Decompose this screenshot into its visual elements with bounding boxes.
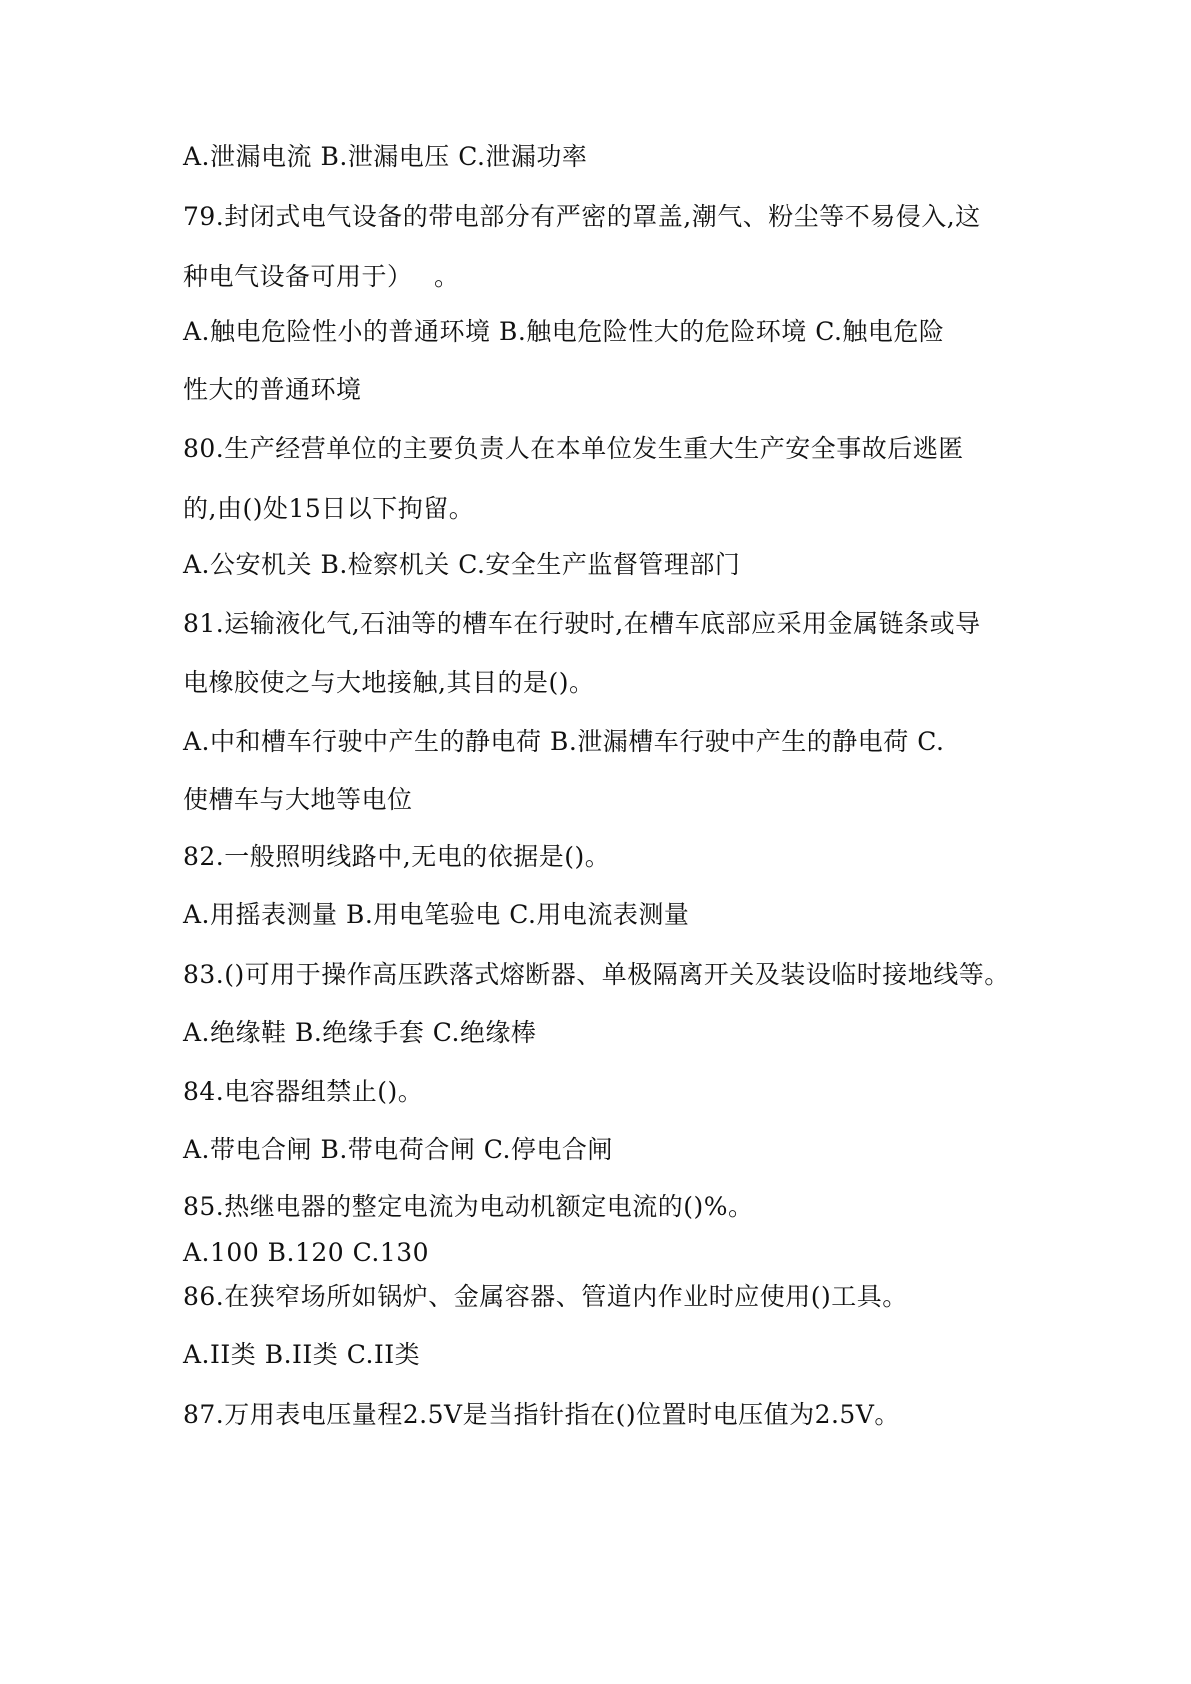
answer-options-81-line-1: A.中和槽车行驶中产生的静电荷 B.泄漏槽车行驶中产生的静电荷 C. bbox=[183, 727, 945, 756]
answer-options-78: A.泄漏电流 B.泄漏电压 C.泄漏功率 bbox=[183, 142, 588, 171]
answer-options-83: A.绝缘鞋 B.绝缘手套 C.绝缘棒 bbox=[183, 1018, 537, 1047]
question-84: 84.电容器组禁止()。 bbox=[183, 1077, 424, 1106]
answer-options-80: A.公安机关 B.检察机关 C.安全生产监督管理部门 bbox=[183, 550, 741, 579]
answer-options-86: A.II类 B.II类 C.II类 bbox=[183, 1340, 421, 1369]
question-82: 82.一般照明线路中,无电的依据是()。 bbox=[183, 842, 611, 871]
question-79-line-1: 79.封闭式电气设备的带电部分有严密的罩盖,潮气、粉尘等不易侵入,这 bbox=[183, 202, 981, 231]
answer-options-82: A.用摇表测量 B.用电笔验电 C.用电流表测量 bbox=[183, 900, 690, 929]
question-81-line-2: 电橡胶使之与大地接触,其目的是()。 bbox=[183, 668, 595, 697]
answer-options-85: A.100 B.120 C.130 bbox=[183, 1238, 430, 1267]
question-80-line-1: 80.生产经营单位的主要负责人在本单位发生重大生产安全事故后逃匿 bbox=[183, 434, 964, 463]
question-87: 87.万用表电压量程2.5V是当指针指在()位置时电压值为2.5V。 bbox=[183, 1400, 900, 1429]
question-80-line-2: 的,由()处15日以下拘留。 bbox=[183, 494, 475, 523]
question-85: 85.热继电器的整定电流为电动机额定电流的()%。 bbox=[183, 1192, 754, 1221]
question-79-line-2: 种电气设备可用于） 。 bbox=[183, 262, 460, 291]
question-86: 86.在狭窄场所如锅炉、金属容器、管道内作业时应使用()工具。 bbox=[183, 1282, 908, 1311]
answer-options-81-line-2: 使槽车与大地等电位 bbox=[183, 785, 413, 814]
question-81-line-1: 81.运输液化气,石油等的槽车在行驶时,在槽车底部应采用金属链条或导 bbox=[183, 609, 981, 638]
question-83: 83.()可用于操作高压跌落式熔断器、单极隔离开关及装设临时接地线等。 bbox=[183, 960, 1010, 989]
answer-options-79-line-2: 性大的普通环境 bbox=[183, 375, 362, 404]
answer-options-84: A.带电合闸 B.带电荷合闸 C.停电合闸 bbox=[183, 1135, 613, 1164]
answer-options-79-line-1: A.触电危险性小的普通环境 B.触电危险性大的危险环境 C.触电危险 bbox=[183, 317, 945, 346]
